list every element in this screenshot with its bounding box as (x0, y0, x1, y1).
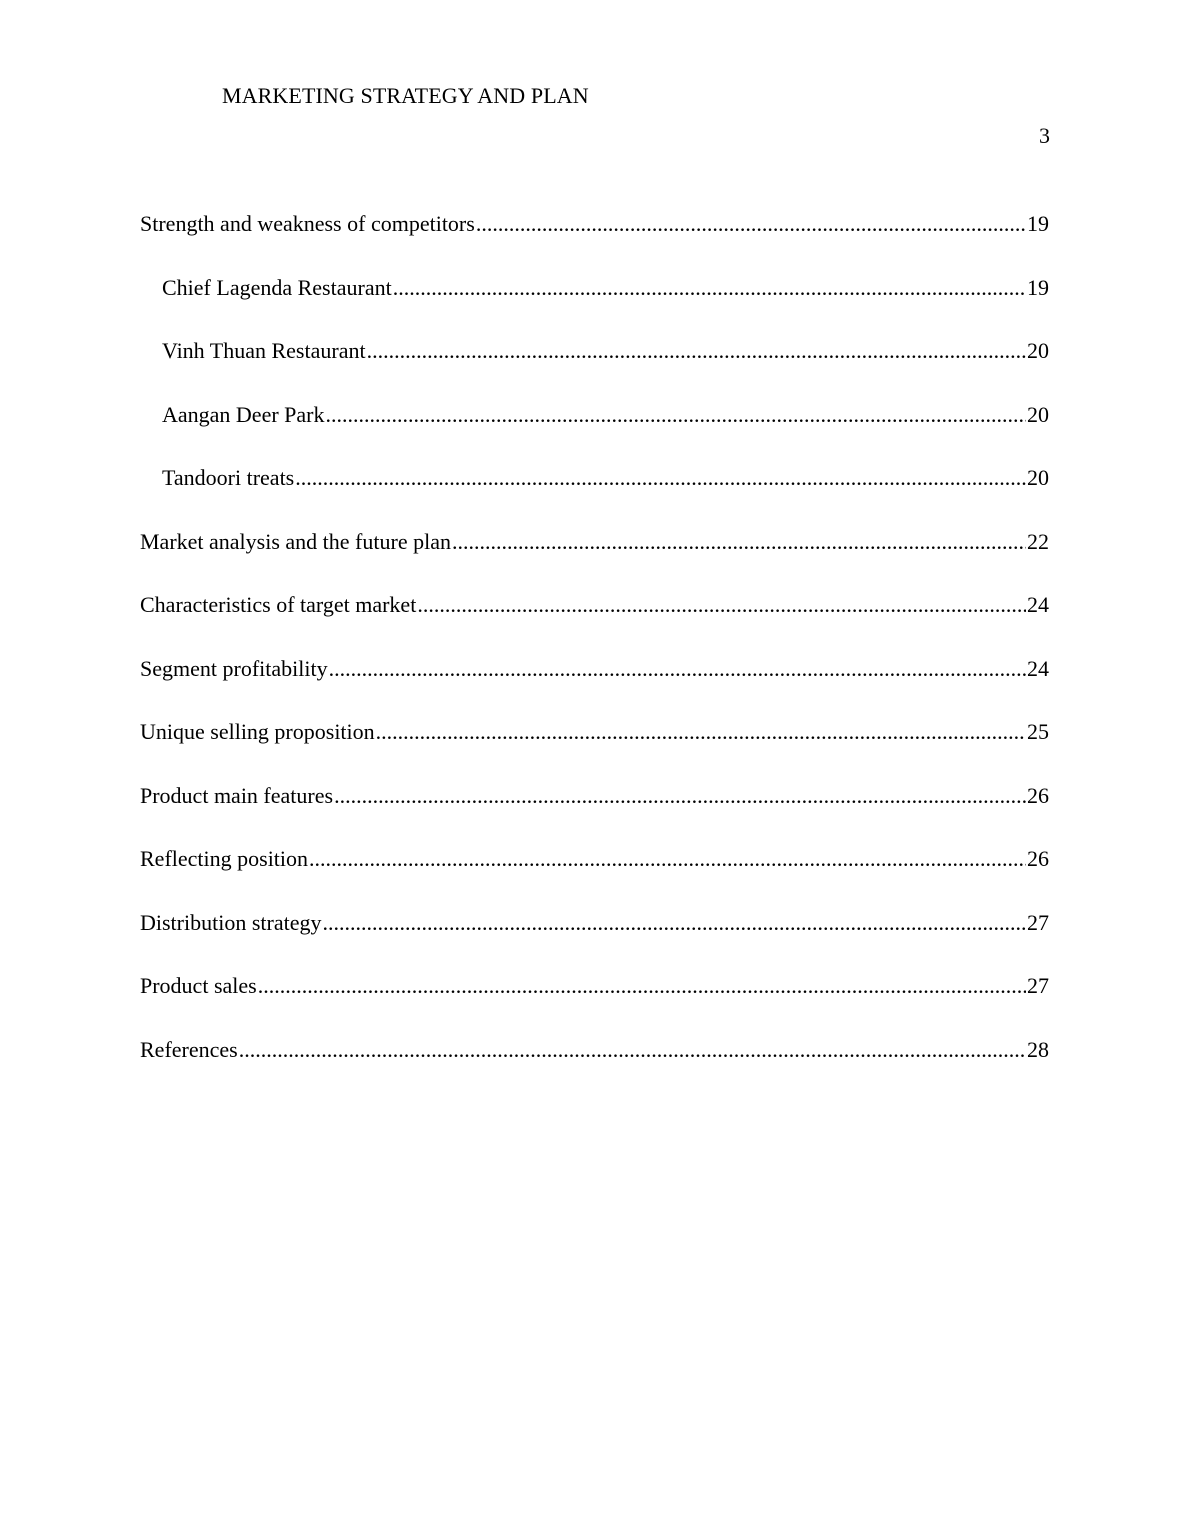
toc-entry-page: 26 (1027, 782, 1049, 808)
toc-entry-page: 19 (1027, 211, 1049, 236)
toc-leader-dots (329, 653, 1026, 685)
page-number: 3 (1039, 123, 1050, 148)
toc-entry[interactable] (140, 907, 1049, 971)
toc-entry-page: 22 (1027, 528, 1049, 554)
toc-entry-title: Vinh Thuan Restaurant (162, 338, 366, 363)
running-head: MARKETING STRATEGY AND PLAN (222, 83, 589, 108)
toc-leader-dots (367, 335, 1026, 367)
toc-leader-dots (334, 780, 1026, 812)
toc-entry[interactable] (140, 970, 1049, 1034)
toc-leader-dots (326, 399, 1027, 431)
toc-entry-title: Unique selling proposition (140, 719, 375, 744)
toc-entry-page: 24 (1027, 655, 1049, 681)
toc-entry[interactable] (140, 399, 1049, 463)
table-of-contents (140, 208, 1049, 1097)
toc-entry-title: Distribution strategy (140, 909, 322, 935)
toc-entry[interactable] (140, 716, 1049, 780)
toc-entry[interactable] (140, 1034, 1049, 1098)
toc-entry-title: Product sales (140, 973, 257, 998)
toc-entry[interactable] (140, 335, 1049, 399)
toc-leader-dots (393, 272, 1026, 304)
toc-leader-dots (417, 589, 1026, 621)
toc-entry-page: 20 (1027, 338, 1049, 363)
toc-entry-title: Strength and weakness of competitors (140, 211, 475, 236)
toc-entry[interactable] (140, 526, 1049, 590)
toc-entry-page: 28 (1027, 1036, 1049, 1062)
toc-entry-page: 19 (1027, 274, 1049, 300)
toc-entry-page: 27 (1027, 909, 1049, 935)
toc-entry-title: Segment profitability (140, 655, 328, 681)
toc-entry[interactable] (140, 272, 1049, 336)
toc-entry-title: Product main features (140, 782, 334, 808)
toc-leader-dots (376, 716, 1026, 748)
toc-entry-page: 26 (1027, 846, 1049, 871)
toc-entry[interactable] (140, 780, 1049, 844)
toc-entry-title: Market analysis and the future plan (140, 528, 451, 554)
toc-entry-title: Tandoori treats (162, 465, 295, 490)
toc-entry[interactable] (140, 208, 1049, 272)
toc-entry-title: Reflecting position (140, 846, 309, 871)
toc-entry-page: 20 (1027, 465, 1049, 490)
toc-leader-dots (295, 462, 1026, 494)
toc-entry-title: Chief Lagenda Restaurant (162, 274, 392, 300)
toc-entry[interactable] (140, 462, 1049, 526)
toc-entry[interactable] (140, 589, 1049, 653)
toc-entry-page: 27 (1027, 973, 1049, 998)
toc-entry-title: Aangan Deer Park (162, 401, 325, 427)
toc-leader-dots (322, 907, 1026, 939)
toc-entry-page: 20 (1027, 401, 1049, 427)
toc-entry-page: 24 (1027, 592, 1049, 617)
toc-entry-title: Characteristics of target market (140, 592, 417, 617)
toc-entry-title: References (140, 1036, 238, 1062)
toc-entry[interactable] (140, 843, 1049, 907)
toc-leader-dots (239, 1034, 1026, 1066)
toc-leader-dots (309, 843, 1026, 875)
toc-leader-dots (476, 208, 1026, 240)
toc-leader-dots (258, 970, 1026, 1002)
toc-entry-page: 25 (1027, 719, 1049, 744)
toc-entry[interactable] (140, 653, 1049, 717)
toc-leader-dots (452, 526, 1026, 558)
